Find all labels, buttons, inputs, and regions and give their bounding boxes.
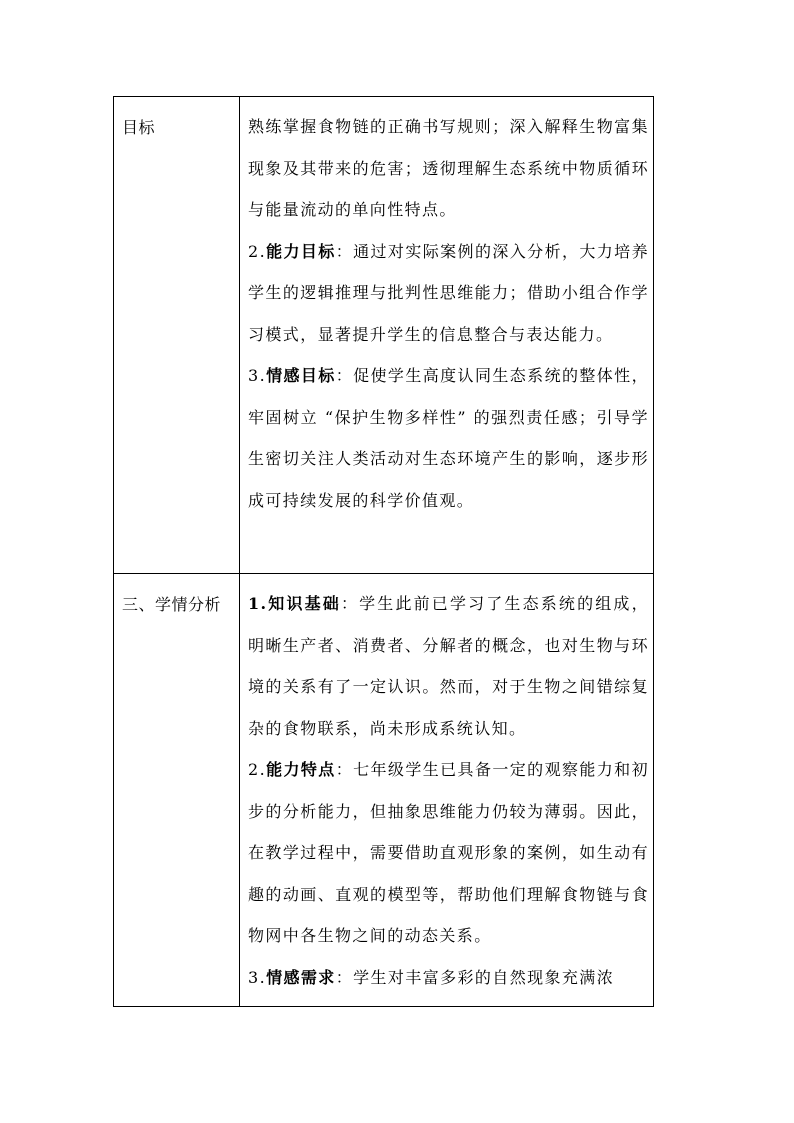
paragraph-text: ：通过对实际案例的深入分析，大力培养学生的逻辑推理与批判性思维能力；借助小组合作学习模式，显著提升学生的信息整合与表达能力。 <box>248 241 649 344</box>
paragraph-text: 熟练掌握食物链的正确书写规则；深入解释生物富集现象及其带来的危害；透彻理解生态系统中物质循环与能量流动的单向性特点。 <box>248 117 649 219</box>
paragraph-heading: 能力目标 <box>266 241 336 261</box>
paragraph-heading: 情感目标 <box>266 366 336 385</box>
paragraph-number: 1. <box>248 594 268 613</box>
objectives-ability-paragraph <box>248 231 649 356</box>
analysis-ability-paragraph <box>248 749 649 957</box>
row-content <box>240 574 654 1007</box>
objectives-knowledge-paragraph <box>248 106 649 231</box>
paragraph-heading: 知识基础 <box>267 594 341 613</box>
objectives-emotion-paragraph <box>248 355 649 521</box>
paragraph-heading: 能力特点 <box>266 760 336 779</box>
row-content <box>240 97 654 574</box>
paragraph-text: ：学生此前已学习了生态系统的组成，明晰生产者、消费者、分解者的概念，也对生物与环境的关系有了一定认识。然而，对于生物之间错综复杂的食物联系，尚未形成系统认知。 <box>248 594 649 738</box>
lesson-plan-table <box>113 96 654 1007</box>
row-label: 目标 <box>114 97 240 574</box>
row-label: 三、学情分析 <box>114 574 240 1007</box>
paragraph-number: 2. <box>248 760 267 779</box>
paragraph-number: 2. <box>248 241 267 261</box>
paragraph-number: 3. <box>248 366 267 385</box>
table-row-objectives <box>114 97 654 574</box>
analysis-knowledge-paragraph <box>248 583 649 749</box>
paragraph-heading: 情感需求 <box>266 967 336 987</box>
paragraph-text: ：七年级学生已具备一定的观察能力和初步的分析能力，但抽象思维能力仍较为薄弱。因此，在教学过程中，需要借助直观形象的案例，如生动有趣的动画、直观的模型等，帮助他们理解食物链与食物网中各生物之间的动态关系。 <box>248 760 649 945</box>
paragraph-number: 3. <box>248 967 267 987</box>
table-row-student-analysis <box>114 574 654 1007</box>
paragraph-text: ：学生对丰富多彩的自然现象充满浓 <box>335 967 615 987</box>
paragraph-text: ：促使学生高度认同生态系统的整体性，牢固树立 “保护生物多样性” 的强烈责任感；引导学生密切关注人类活动对生态环境产生的影响，逐步形成可持续发展的科学价值观。 <box>248 366 649 510</box>
analysis-emotion-paragraph <box>248 957 649 999</box>
